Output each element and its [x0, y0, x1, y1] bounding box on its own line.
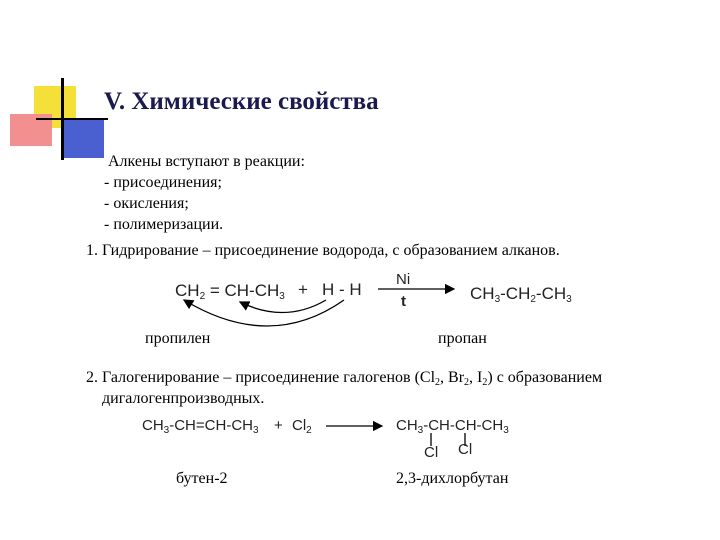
item1-plus: + — [298, 280, 308, 299]
item2-product-dichlorobutane: $CH_3-CH-CH-CH_3$ — [396, 417, 509, 436]
intro-line-1: Алкены вступают в реакции: — [108, 153, 305, 170]
item1-curved-arrow-inner — [240, 300, 326, 313]
item1-product-propane: $CH_3-CH_2-CH_3$ — [470, 284, 572, 305]
item1-label-propylene: пропилен — [145, 330, 211, 347]
item2-label-dichlorobutane: 2,3-дихлорбутан — [396, 470, 509, 487]
item2-number: 2. — [86, 369, 98, 386]
intro-line-4: - полимеризации. — [104, 216, 224, 233]
item1-condition: t — [401, 293, 406, 310]
item2-heading: 2. Галогенирование – присоединение галогенов ($Cl_2$, $Br_2$, $I_2$) с образованием — [86, 369, 603, 388]
item2-plus: + — [274, 417, 283, 434]
item2-label-butene: бутен-2 — [176, 470, 228, 487]
item1-reactant-propylene: $CH_2 = CH-CH_3$ — [175, 281, 285, 302]
item1-text: Гидрирование – присоединение водорода, с образованием алканов. — [102, 242, 560, 259]
item2-reactant-butene: $CH_3-CH=CH-CH_3$ — [142, 417, 259, 436]
intro-line-3: - окисления; — [104, 195, 189, 212]
item2-reactant-chlorine: $Cl_2$ — [292, 417, 312, 436]
item2-chlorine-2: Cl — [458, 441, 473, 458]
item1-catalyst: Ni — [396, 271, 411, 288]
item1-label-propane: пропан — [438, 330, 487, 347]
item1-reactant-hydrogen: H - H — [322, 280, 362, 299]
intro-line-2: - присоединения; — [104, 174, 222, 191]
item2-chlorine-1: Cl — [424, 444, 439, 461]
item2-heading-line2: дигалогенпроизводных. — [102, 390, 265, 407]
item1-number: 1. — [86, 242, 98, 259]
slide-title: V. Химические свойства — [104, 88, 379, 115]
